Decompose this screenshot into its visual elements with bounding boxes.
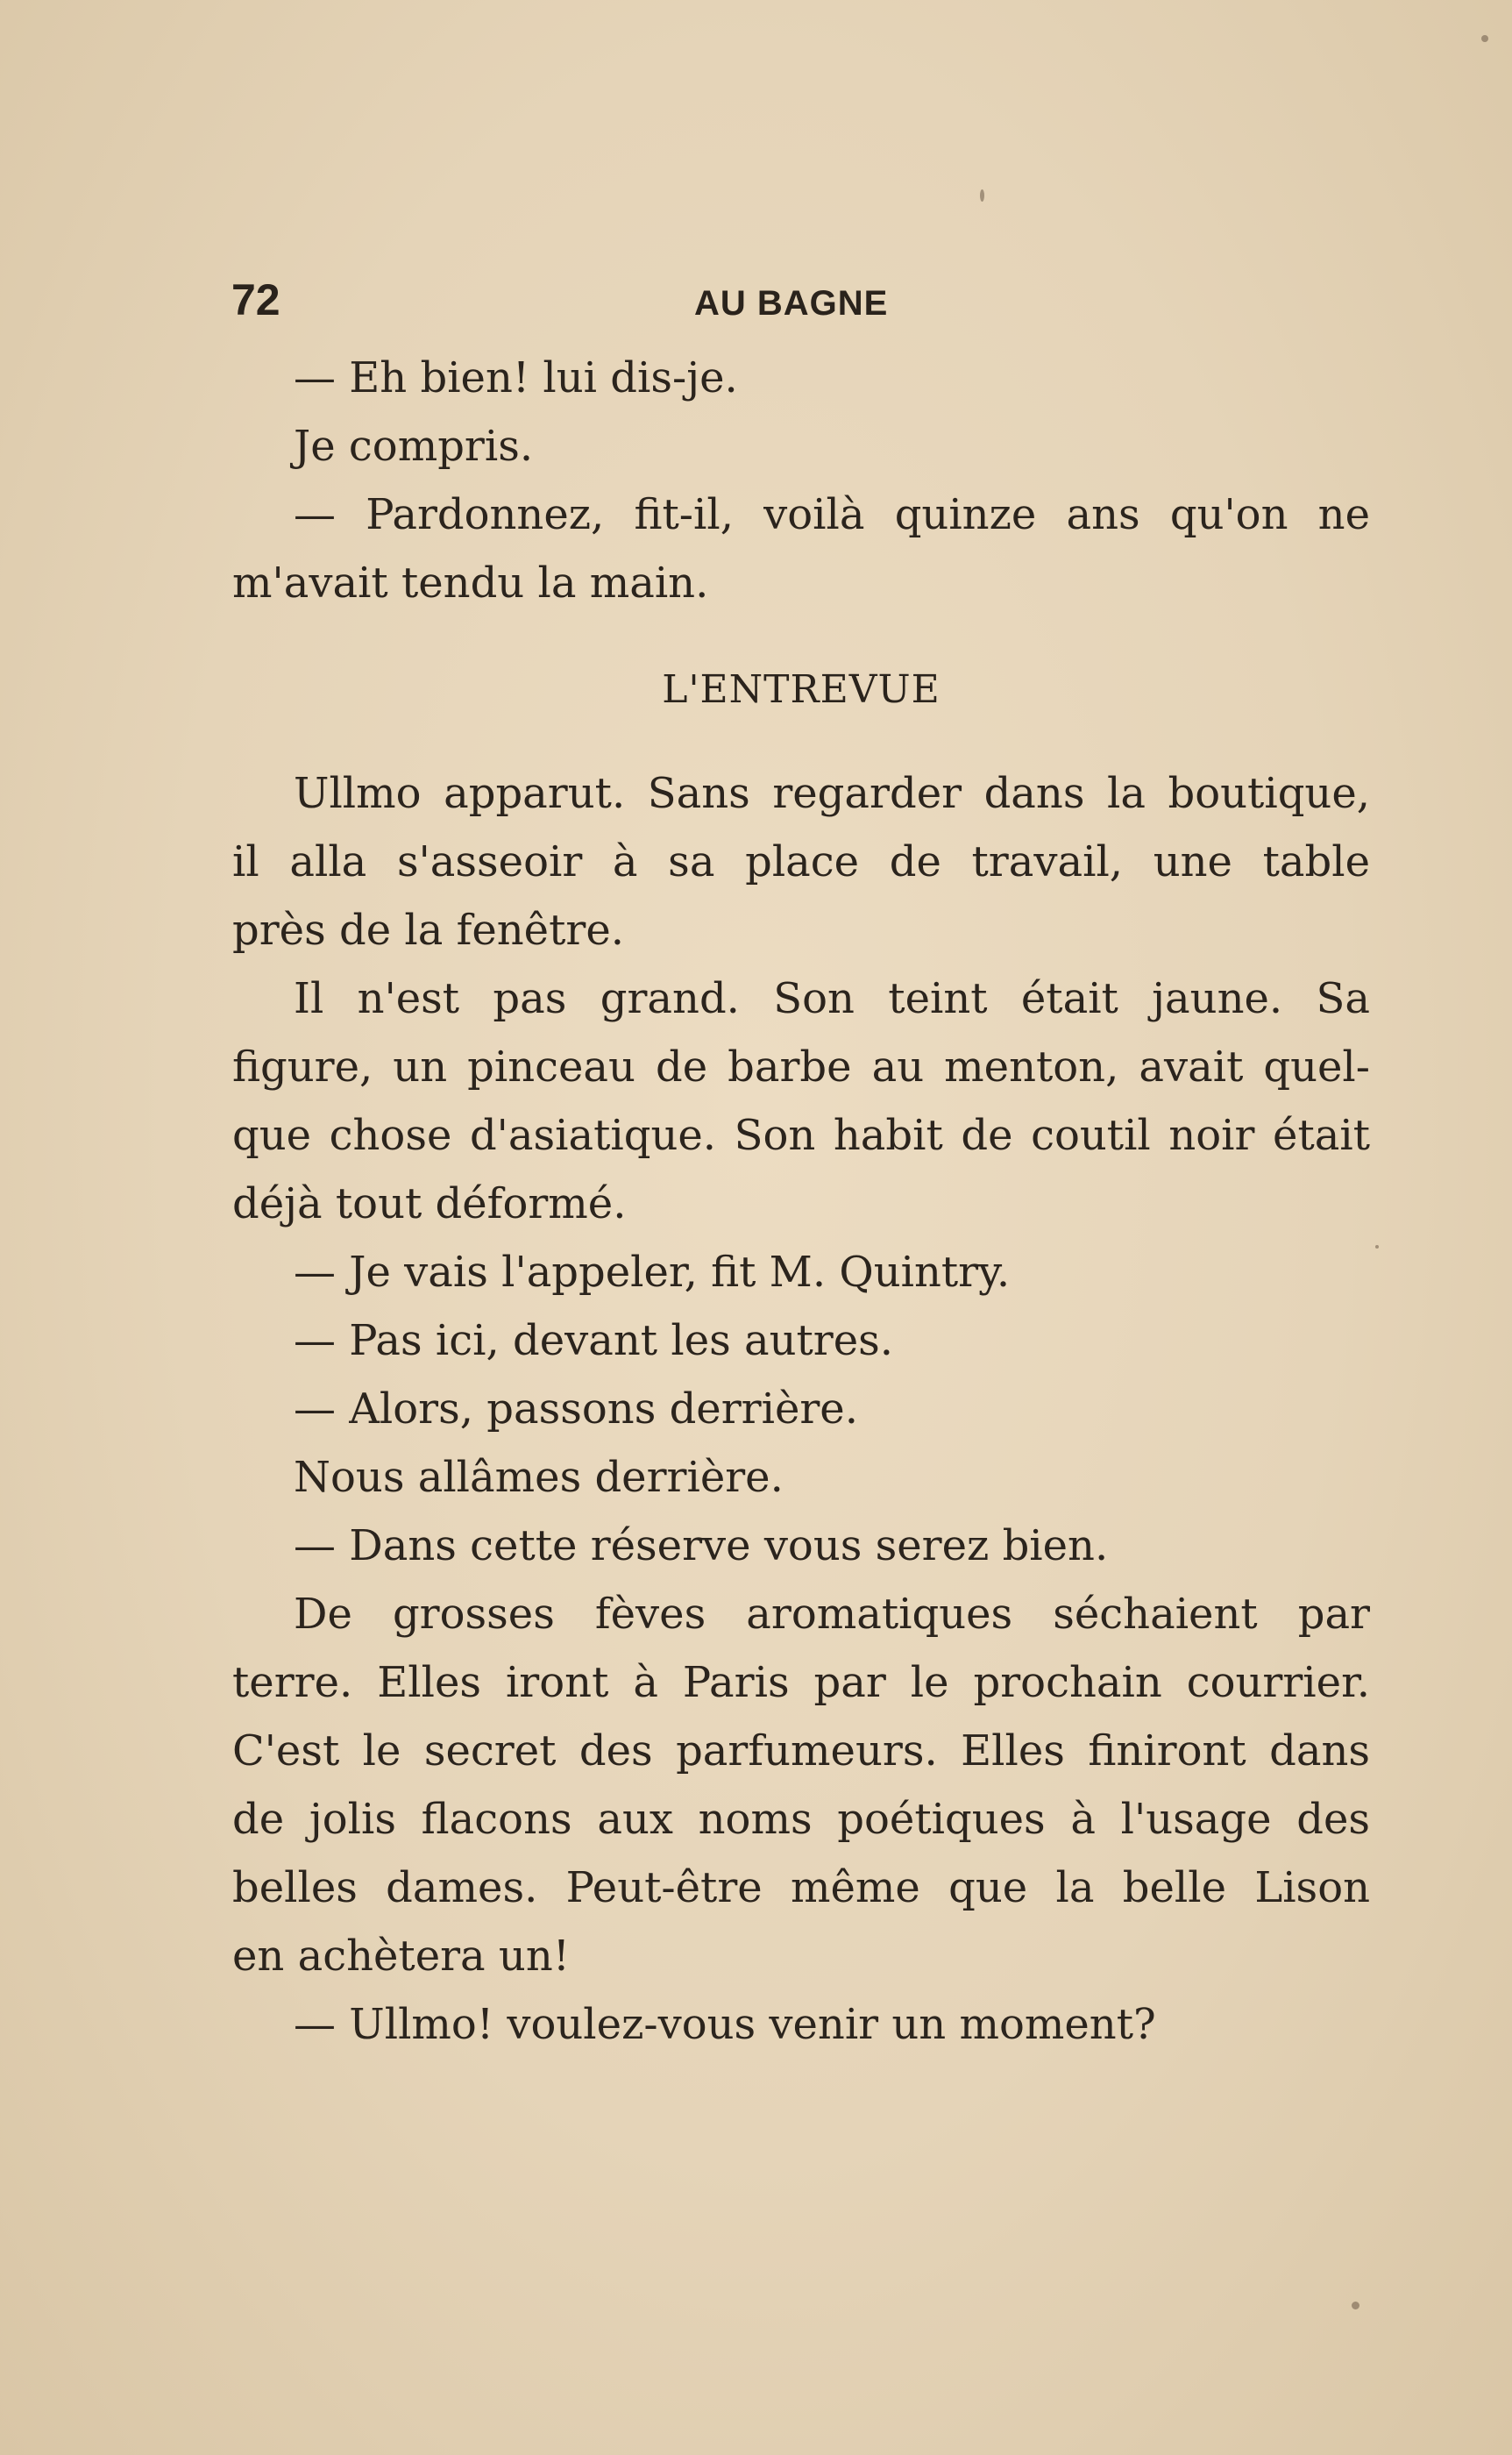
text-line: — Alors, passons derrière. [294,1384,858,1434]
text-line: — Ullmo! voulez-vous venir un moment? [294,2000,1156,2049]
text-line: C'est le secret des parfumeurs. Elles finiront dans [232,1726,1370,1775]
paper-speck [1375,1245,1379,1249]
text-line: de jolis flacons aux noms poétiques à l'usage des [232,1795,1370,1844]
body-text [232,344,1370,2059]
text-line: — Pardonnez, fit-il, voilà quinze ans qu'on ne [294,490,1370,539]
text-line: près de la fenêtre. [232,906,624,955]
text-line: que chose d'asiatique. Son habit de coutil noir était [232,1111,1370,1160]
text-line: Ullmo apparut. Sans regarder dans la boutique, [294,769,1370,818]
paper-speck [980,189,984,202]
text-line: déjà tout déformé. [232,1179,627,1228]
text-line: — Je vais l'appeler, fit M. Quintry. [294,1248,1011,1297]
paper-speck [1481,35,1488,42]
text-line: m'avait tendu la main. [232,559,709,608]
text-line: figure, un pinceau de barbe au menton, avait quel- [232,1042,1370,1092]
text-line: De grosses fèves aromatiques séchaient par [294,1590,1370,1639]
text-line: Nous allâmes derrière. [294,1453,784,1502]
text-line: — Pas ici, devant les autres. [294,1316,894,1365]
text-line: Je compris. [294,422,534,471]
text-line: terre. Elles iront à Paris par le prochain courrier. [232,1658,1370,1707]
text-line: il alla s'asseoir à sa place de travail, une table [232,837,1370,886]
text-line: — Dans cette réserve vous serez bien. [294,1521,1109,1570]
text-line: belles dames. Peut-être même que la belle Lison [232,1863,1370,1912]
paper-speck [1352,2302,1359,2309]
running-head: AU BAGNE [694,284,889,323]
text-line: Il n'est pas grand. Son teint était jaune. Sa [294,974,1370,1023]
section-heading: L'ENTREVUE [662,667,941,712]
text-line: en achètera un! [232,1932,571,1981]
text-line: — Eh bien! lui dis-je. [294,353,738,402]
page-number: 72 [231,275,280,324]
